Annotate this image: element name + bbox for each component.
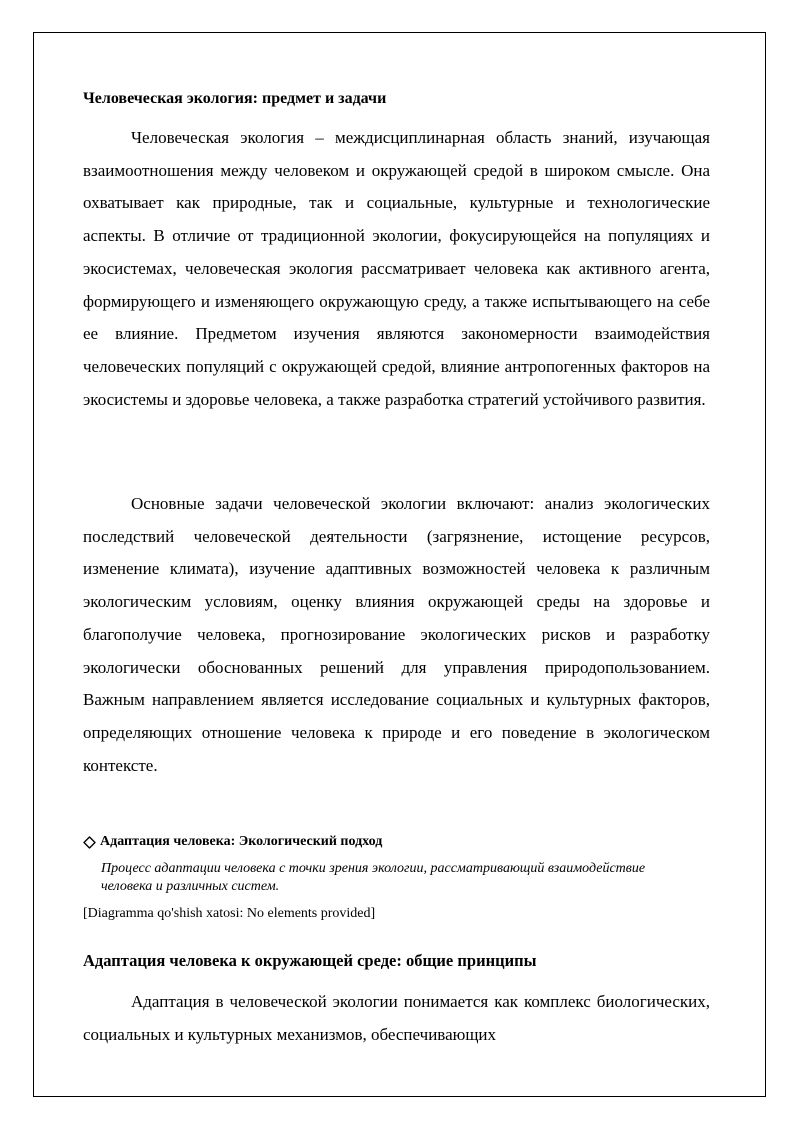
paragraph-2: Основные задачи человеческой экологии включают: анализ экологических последствий человеческой деятельности (загрязнение, истощение ресурсов, изменение климата), изучение адаптивных возможностей человека к различным экологическим условиям, оценку влияния окружающей среды на здоровье и благополучие человека, прогнозирование экологических рисков и разработку экологически обоснованных решений для управления природопользованием. Важным направлением является исследование социальных и культурных факторов, определяющих отношение человека к природе и его поведение в экологическом контексте.: [83, 494, 710, 775]
diagram-header: [83, 834, 382, 850]
diamond-icon: [83, 836, 95, 848]
section-heading-1: Человеческая экология: предмет и задачи: [83, 90, 387, 107]
section-heading-2: Адаптация человека к окружающей среде: общие принципы: [83, 951, 537, 970]
paragraph-3: Адаптация в человеческой экологии понимается как комплекс биологических, социальных и культурных механизмов, обеспечивающих: [83, 992, 710, 1044]
diagram-title: Адаптация человека: Экологический подход: [100, 834, 383, 849]
diagram-description: Процесс адаптации человека с точки зрения экологии, рассматривающий взаимодействие человека и различных систем.: [101, 861, 646, 894]
paragraph-1: Человеческая экология – междисциплинарная область знаний, изучающая взаимоотношения между человеком и окружающей средой в широком смысле. Она охватывает как природные, так и социальные, культурные и технологические аспекты. В отличие от традиционной экологии, фокусирующейся на популяциях и экосистемах, человеческая экология рассматривает человека как активного агента, формирующего и изменяющего окружающую среду, а также испытывающего на себе ее влияние. Предметом изучения являются закономерности взаимодействия человеческих популяций с окружающей средой, влияние антропогенных факторов на экосистемы и здоровье человека, а также разработка стратегий устойчивого развития.: [83, 128, 710, 409]
diagram-error-message: [Diagramma qo'shish xatosi: No elements provided]: [83, 906, 376, 921]
